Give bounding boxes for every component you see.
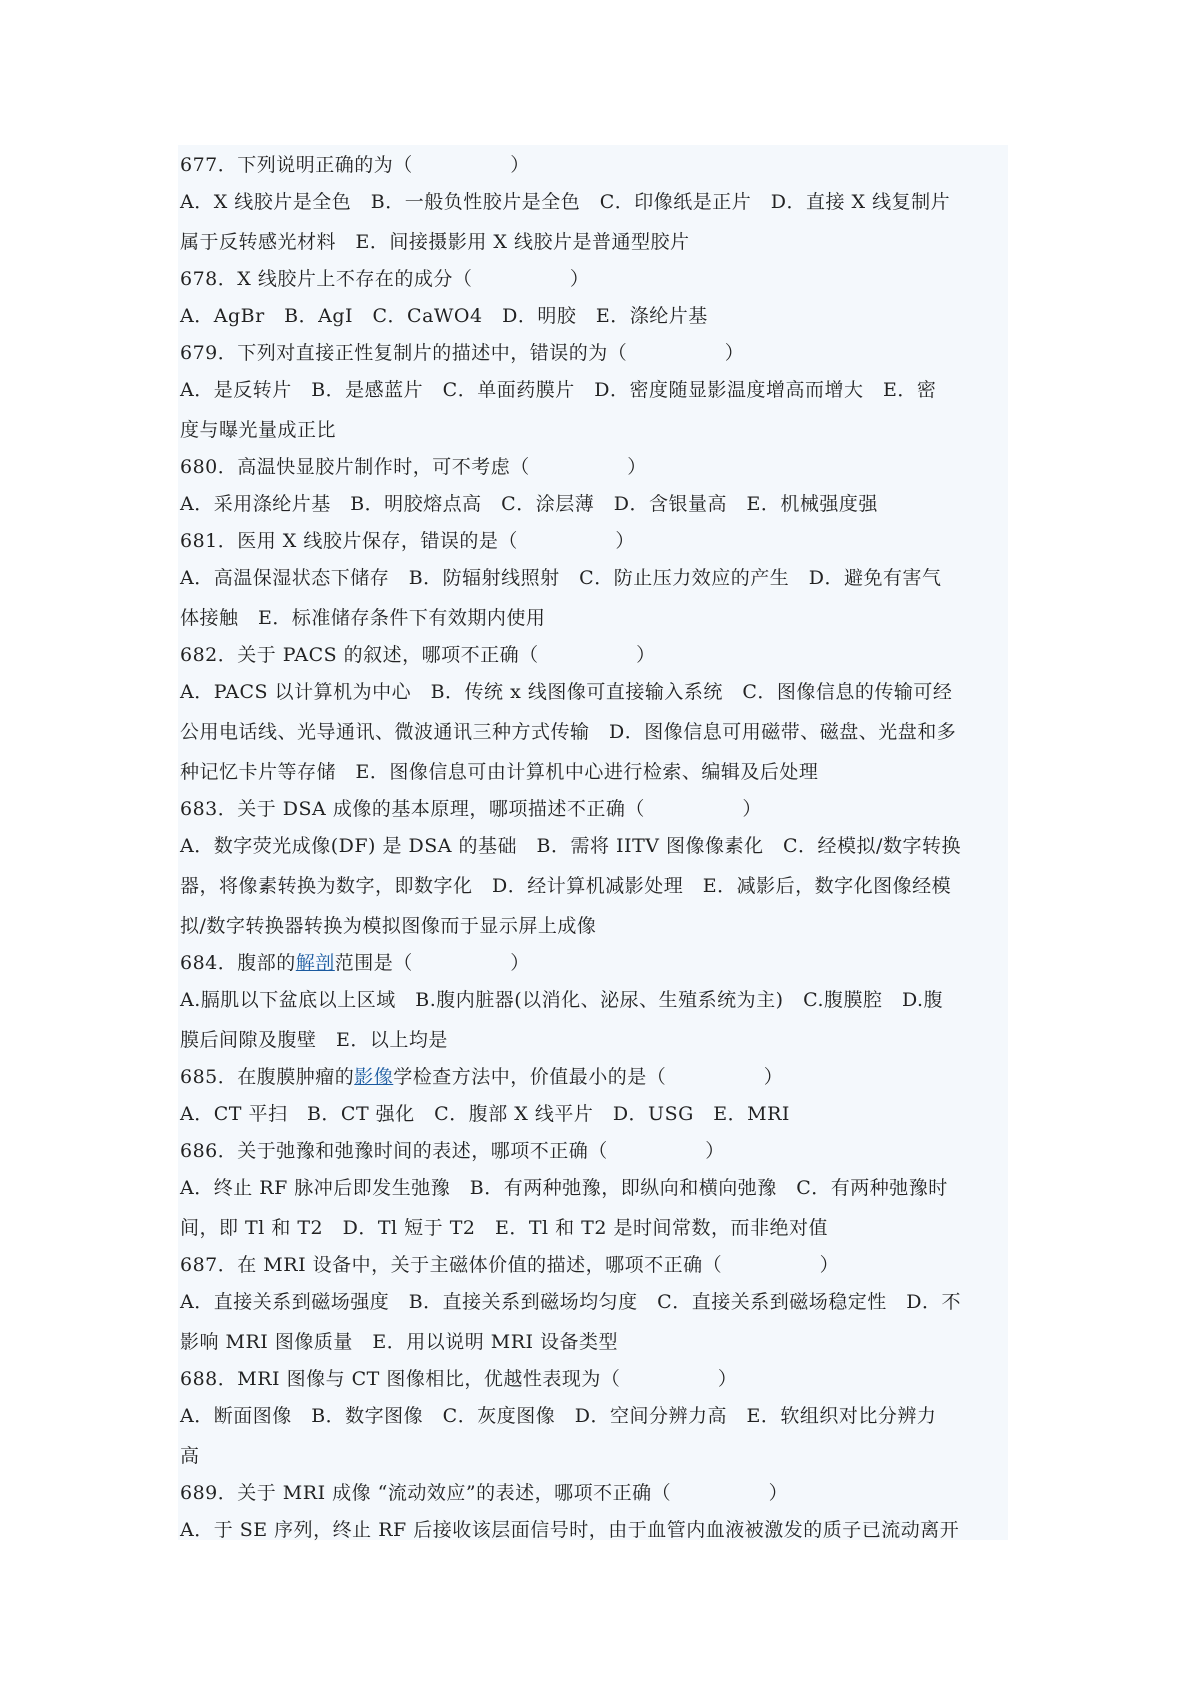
options-679-line-2: 度与曝光量成正比: [180, 419, 337, 441]
options-688-line-2: 高: [180, 1445, 200, 1467]
options-682-line-1: A．PACS 以计算机为中心 B．传统 x 线图像可直接输入系统 C．图像信息的传输可经: [180, 681, 953, 703]
question-685-text-after: 学检查方法中，价值最小的是（ ）: [393, 1066, 784, 1088]
options-687-line-1: A．直接关系到磁场强度 B．直接关系到磁场均匀度 C．直接关系到磁场稳定性 D．不: [180, 1291, 961, 1313]
options-680-line-1: A．采用涤纶片基 B．明胶熔点高 C．涂层薄 D．含银量高 E．机械强度强: [180, 493, 878, 515]
options-684-line-1: A.膈肌以下盆底以上区域 B.腹内脏器(以消化、泌尿、生殖系统为主) C.腹膜腔 D.腹: [180, 989, 944, 1011]
anatomy-link[interactable]: 解剖: [295, 952, 335, 974]
options-686-line-2: 间，即 Tl 和 T2 D．Tl 短于 T2 E．Tl 和 T2 是时间常数，而非绝对值: [180, 1217, 828, 1239]
options-683-line-3: 拟/数字转换器转换为模拟图像而于显示屏上成像: [180, 915, 597, 937]
question-689: 689．关于 MRI 成像 “流动效应”的表述，哪项不正确（ ）: [180, 1482, 789, 1504]
options-688-line-1: A．断面图像 B．数字图像 C．灰度图像 D．空间分辨力高 E．软组织对比分辨力: [180, 1405, 937, 1427]
options-687-line-2: 影响 MRI 图像质量 E．用以说明 MRI 设备类型: [180, 1331, 619, 1353]
options-678-line-1: A．AgBr B．AgI C．CaWO4 D．明胶 E．涤纶片基: [180, 305, 708, 327]
imaging-link[interactable]: 影像: [354, 1066, 394, 1088]
question-685: [178, 1060, 1008, 1094]
options-685-line-1: A．CT 平扫 B．CT 强化 C．腹部 X 线平片 D．USG E．MRI: [180, 1103, 790, 1125]
question-677: 677．下列说明正确的为（ ）: [180, 154, 530, 176]
options-677-line-1: A．X 线胶片是全色 B．一般负性胶片是全色 C．印像纸是正片 D．直接 X 线复制片: [180, 191, 951, 213]
question-684-text-after: 范围是（ ）: [334, 952, 530, 974]
options-679-line-1: A．是反转片 B．是感蓝片 C．单面药膜片 D．密度随显影温度增高而增大 E．密: [180, 379, 937, 401]
question-688: 688．MRI 图像与 CT 图像相比，优越性表现为（ ）: [180, 1368, 738, 1390]
options-682-line-3: 种记忆卡片等存储 E．图像信息可由计算机中心进行检索、编辑及后处理: [180, 761, 819, 783]
options-681-line-2: 体接触 E．标准储存条件下有效期内使用: [180, 607, 546, 629]
options-689-line-1: A．于 SE 序列，终止 RF 后接收该层面信号时，由于血管内血液被激发的质子已流动离开: [180, 1519, 960, 1541]
question-684: [178, 946, 1008, 980]
options-682-line-2: 公用电话线、光导通讯、微波通讯三种方式传输 D．图像信息可用磁带、磁盘、光盘和多: [180, 721, 957, 743]
options-684-line-2: 膜后间隙及腹壁 E．以上均是: [180, 1029, 448, 1051]
question-685-text: 685．在腹膜肿瘤的: [180, 1066, 355, 1088]
question-686: 686．关于弛豫和弛豫时间的表述，哪项不正确（ ）: [180, 1140, 725, 1162]
question-678: 678．X 线胶片上不存在的成分（ ）: [180, 268, 590, 290]
options-686-line-1: A．终止 RF 脉冲后即发生弛豫 B．有两种弛豫，即纵向和横向弛豫 C．有两种弛豫时: [180, 1177, 948, 1199]
question-683: 683．关于 DSA 成像的基本原理，哪项描述不正确（ ）: [180, 798, 762, 820]
question-679: 679．下列对直接正性复制片的描述中，错误的为（ ）: [180, 342, 745, 364]
options-683-line-1: A．数字荧光成像(DF) 是 DSA 的基础 B．需将 IITV 图像像素化 C．经模拟/数字转换: [180, 835, 961, 857]
options-677-line-2: 属于反转感光材料 E．间接摄影用 X 线胶片是普通型胶片: [180, 231, 690, 253]
question-681: 681．医用 X 线胶片保存，错误的是（ ）: [180, 530, 635, 552]
question-682: 682．关于 PACS 的叙述，哪项不正确（ ）: [180, 644, 656, 666]
question-684-text: 684．腹部的: [180, 952, 296, 974]
question-687: 687．在 MRI 设备中，关于主磁体价值的描述，哪项不正确（ ）: [180, 1254, 840, 1276]
question-680: 680．高温快显胶片制作时，可不考虑（ ）: [180, 456, 647, 478]
options-683-line-2: 器，将像素转换为数字，即数字化 D．经计算机减影处理 E．减影后，数字化图像经模: [180, 875, 952, 897]
options-681-line-1: A．高温保湿状态下储存 B．防辐射线照射 C．防止压力效应的产生 D．避免有害气: [180, 567, 942, 589]
document-body: [178, 145, 1008, 1540]
